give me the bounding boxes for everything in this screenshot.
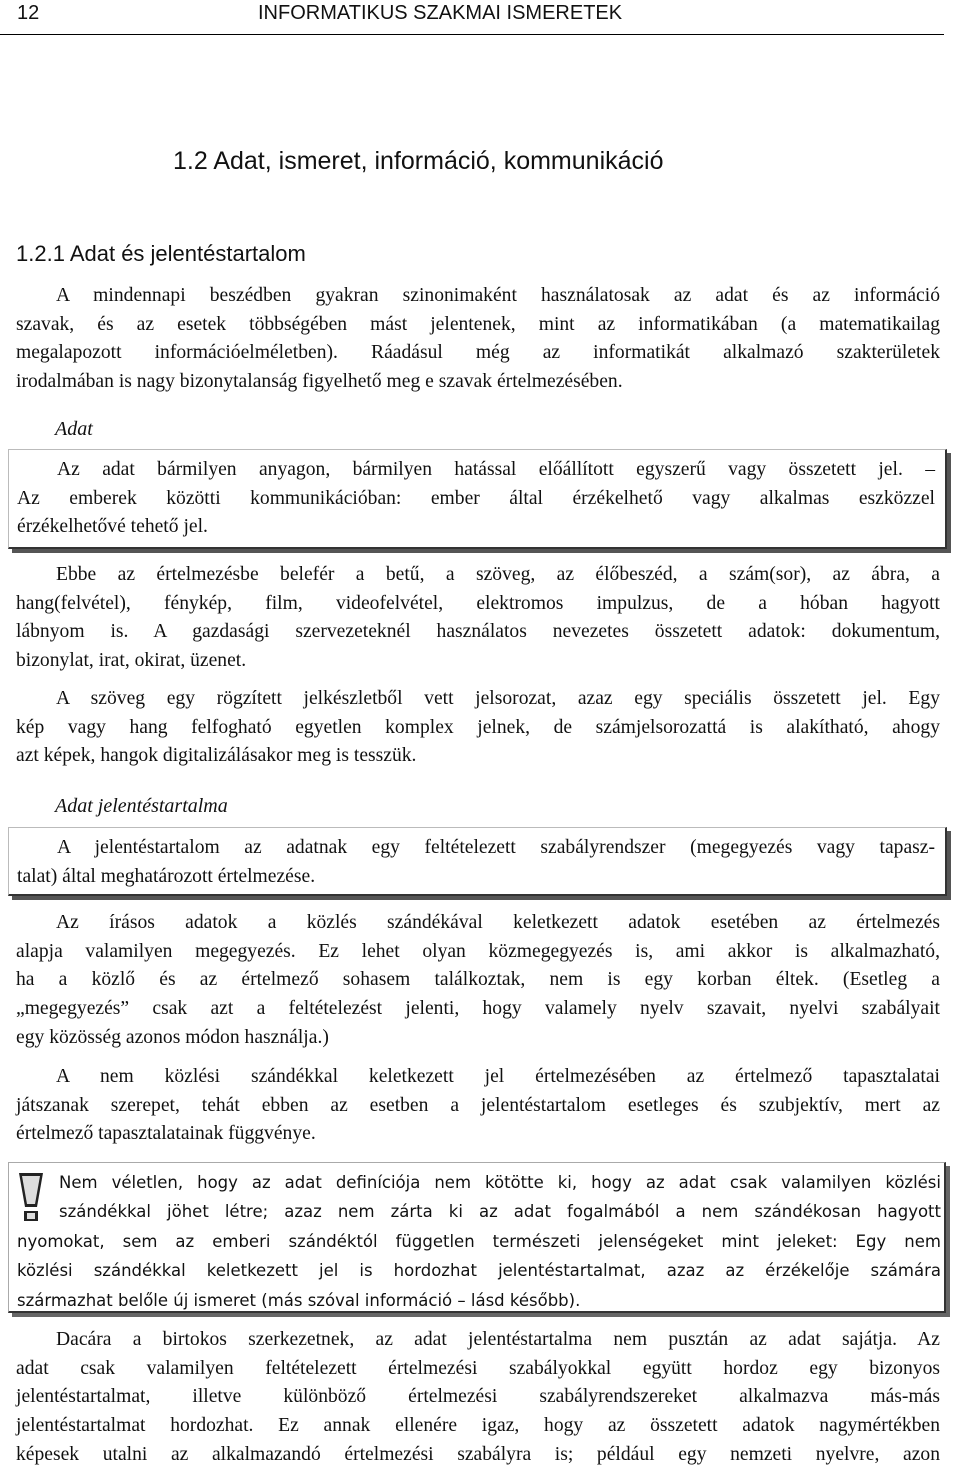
text-line: „megegyezés” csak azt a feltételezést jelenti, hogy valamely nyelv szavait, nyelvi szabályait (16, 998, 940, 1020)
paragraph-4 (16, 909, 940, 1053)
text-line: megalapozott információelméletben). Ráadásul még az informatikát alkalmazó szakterületek (16, 342, 940, 364)
section-title: 1.2 Adat, ismeret, információ, kommunikáció (173, 147, 664, 175)
text-line: jelentéstartalmat, illetve különböző értelmezési szabályrendszereket alkalmazva más-más (16, 1386, 940, 1408)
text-line: értelmező tapasztalatainak függvénye. (16, 1123, 316, 1145)
text-line: kép vagy hang felfogható egyetlen komplex jelnek, de számjelsorozattá is alakítható, ahogy (16, 716, 940, 738)
text-line: Nem véletlen, hogy az adat definíciója nem kötötte ki, hogy az adat csak valamilyen közlési (59, 1173, 941, 1192)
text-line: A nem közlési szándékkal keletkezett jel értelmezésében az értelmező tapasztalatai (56, 1066, 940, 1087)
text-line: származhat belőle új ismeret (más szóval információ – lásd később). (17, 1290, 581, 1310)
note-text (17, 1168, 941, 1315)
text-line: Dacára a birtokos szerkezetnek, az adat jelentéstartalma nem pusztán az adat sajátja. Az (56, 1329, 940, 1350)
text-line: Az adat bármilyen anyagon, bármilyen hatással előállított egyszerű vagy összetett jel. – (57, 459, 935, 480)
jelentes-definition (9, 834, 935, 891)
adat-heading: Adat (55, 418, 93, 440)
jelentes-heading: Adat jelentéstartalma (55, 795, 228, 817)
paragraph-3 (16, 685, 940, 771)
text-line: azt képek, hangok digitalizálásakor meg is tesszük. (16, 745, 417, 767)
text-line: lábnyom is. A gazdasági szervezeteknél használatos nevezetes összetett adatok: dokumentum, (16, 621, 940, 643)
text-line: alapja valamilyen megegyezés. Ez lehet olyan közmegegyezés is, ami akkor is alkalmazható, (16, 940, 940, 962)
text-line: közlési szándékkal keletkezett jel is hordozhat jelentéstartalmat, azaz az érzékelője számára (17, 1261, 941, 1281)
text-line: érzékelhetővé tehető jel. (17, 516, 208, 538)
text-line: szándékkal jöhet létre; azaz nem zárta ki az adat fogalmából a nem szándékosan hagyott (59, 1202, 941, 1222)
intro-paragraph (16, 282, 940, 397)
text-line: nyomokat, sem az emberi szándéktól független természeti jelenségeket mint jeleket: Egy nem (17, 1231, 941, 1251)
text-line: ha a közlő és az értelmező sohasem találkoztak, nem is egy korban éltek. (Esetleg a (16, 969, 940, 991)
adat-definition-box (8, 449, 947, 549)
text-line: szavak, és az esetek többségében mást jelentenek, mint az informatikában (a matematikailag (16, 313, 940, 335)
text-line: adat csak valamilyen feltételezett értelmezési szabályokkal együtt hordoz egy bizonyos (16, 1357, 940, 1379)
note-box (8, 1162, 946, 1313)
text-line: irodalmában is nagy bizonytalanság figyelhető meg e szavak értelmezésében. (16, 371, 623, 393)
text-line: Ebbe az értelmezésbe belefér a betű, a szöveg, az élőbeszéd, a szám(sor), az ábra, a (56, 564, 940, 585)
jelentes-definition-box (8, 827, 947, 896)
text-line: hang(felvétel), fénykép, film, videofelvétel, elektromos impulzus, de a hóban hagyott (16, 592, 940, 614)
text-line: A jelentéstartalom az adatnak egy feltételezett szabályrendszer (megegyezés vagy tapasz- (57, 837, 935, 858)
text-line: Az írásos adatok a közlés szándékával keletkezett adatok esetében az értelmezés (56, 912, 940, 933)
paragraph-6 (16, 1326, 940, 1470)
paragraph-5 (16, 1063, 940, 1149)
page-number: 12 (17, 2, 40, 24)
text-line: egy közösség azonos módon használja.) (16, 1026, 329, 1048)
text-line: jelentéstartalmat hordozhat. Ez annak ellenére igaz, hogy az összetett adatok nagymértékben (16, 1415, 940, 1437)
text-line: Az emberek közötti kommunikációban: ember által érzékelhető vagy alkalmas eszközzel (17, 487, 935, 509)
text-line: bizonylat, irat, okirat, üzenet. (16, 650, 247, 672)
page-header (0, 0, 944, 35)
text-line: játszanak szerepet, tehát ebben az esetben a jelentéstartalom esetleges és szubjektív, mert az (16, 1094, 940, 1116)
paragraph-2 (16, 561, 940, 676)
running-title: INFORMATIKUS SZAKMAI ISMERETEK (258, 2, 623, 24)
text-line: képesek utalni az alkalmazandó értelmezési szabályra is; például egy nemzeti nyelvre, azon (16, 1443, 940, 1465)
text-line: A mindennapi beszédben gyakran szinonimaként használatosak az adat és az információ (56, 285, 940, 306)
text-line: A szöveg egy rögzített jelkészletből vett jelsorozat, azaz egy speciális összetett jel. Egy (56, 688, 940, 709)
adat-definition (9, 456, 935, 542)
subsection-title: 1.2.1 Adat és jelentéstartalom (16, 241, 306, 266)
text-line: talat) által meghatározott értelmezése. (17, 865, 316, 887)
